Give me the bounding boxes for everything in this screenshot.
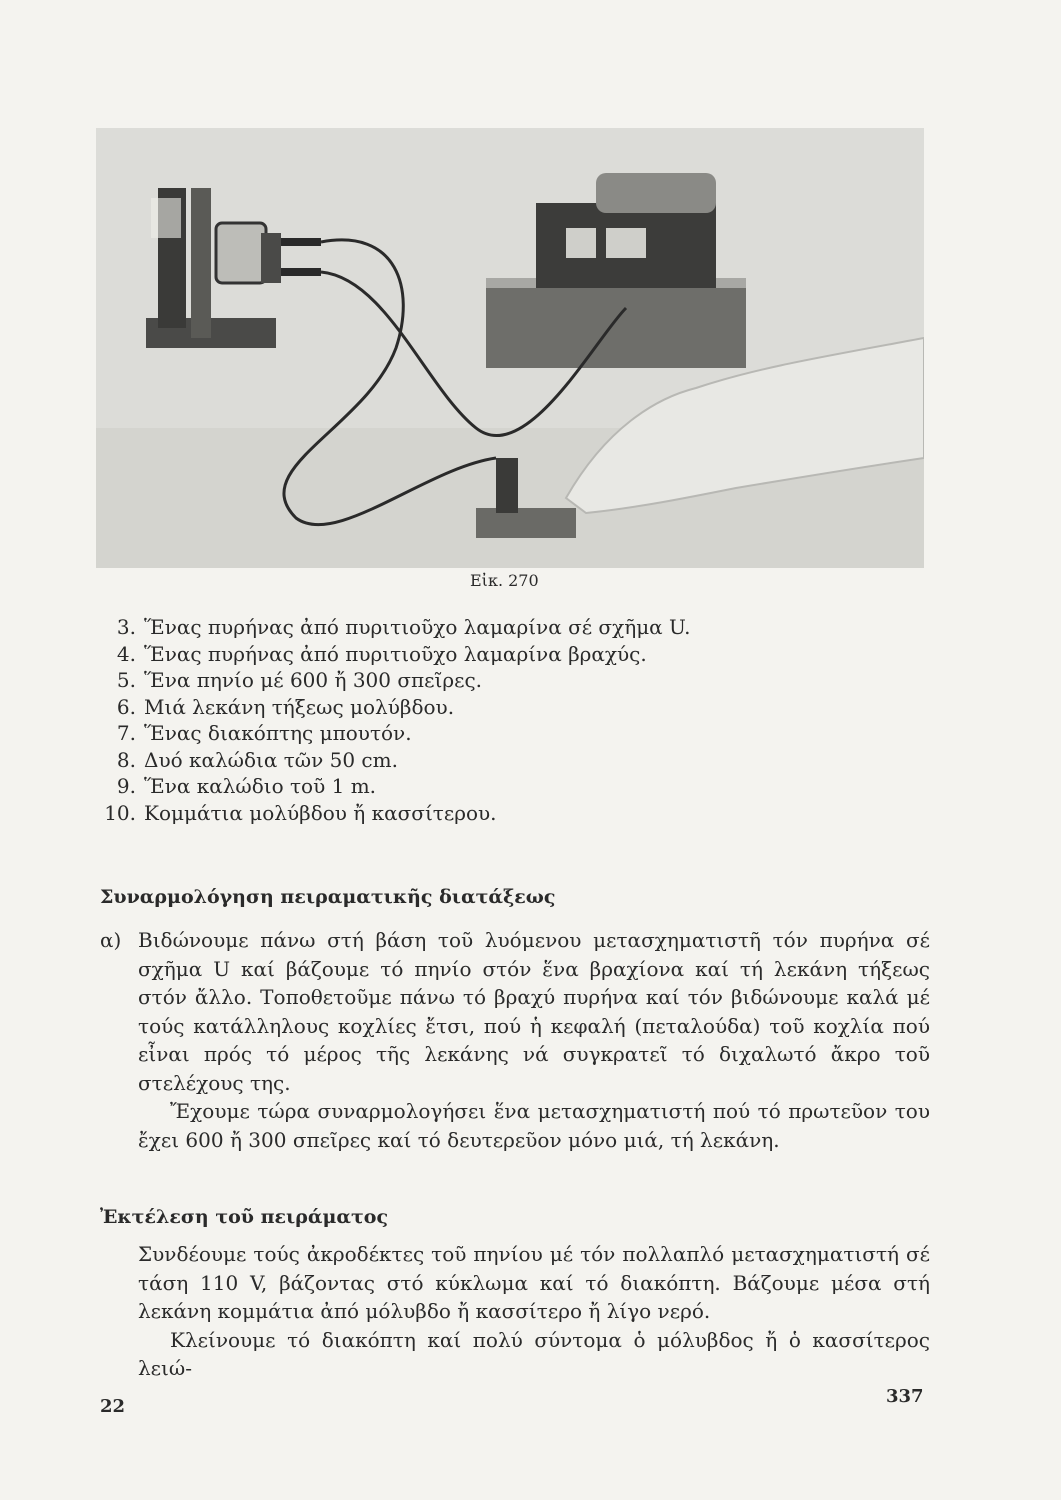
figure-caption: Εἰκ. 270 xyxy=(470,571,539,590)
list-item: 6. Μιά λεκάνη τήξεως μολύβδου. xyxy=(116,694,455,719)
assembly-text: Βιδώνουμε πάνω στή βάση τοῦ λυόμενου μετασχηματιστῆ τόν πυρήνα σέ σχῆμα U καί βάζουμε τό πηνίο στόν ἕνα βραχίονα καί τή λεκάνη τήξεως στόν ἄλλο. Τοποθετοῦμε πάνω τό βραχύ πυρήνα καί τόν βιδώνουμε καλά μέ τούς κατάλληλους κοχλίες ἔτσι, πού ἡ κεφαλή (πεταλούδα) τοῦ κοχλία πού εἶναι πρός τό μέρος τῆς λεκάνης νά συγκρατεῖ τό διχαλωτό ἄκρο τοῦ στελέχους της. xyxy=(138,928,930,1095)
execution-text-2: Κλείνουμε τό διακόπτη καί πολύ σύντομα ὁ μόλυβδος ἤ ὁ κασσίτερος λειώ- xyxy=(138,1327,930,1380)
list-item: 3. Ἕνας πυρήνας ἀπό πυριτιοῦχο λαμαρίνα σέ σχῆμα U. xyxy=(116,615,691,639)
list-item: 9. Ἕνα καλώδιο τοῦ 1 m. xyxy=(116,774,377,798)
assembly-paragraph xyxy=(100,926,930,1154)
execution-text: Συνδέουμε τούς ἀκροδέκτες τοῦ πηνίου μέ τόν πολλαπλό μετασχηματιστή σέ τάση 110 V, βάζοντας στό κύκλωμα καί τό διακόπτη. Βάζουμε μέσα στή λεκάνη κομμάτια ἀπό μόλυβδο ἤ κασσίτερο ἤ λίγο νερό. xyxy=(138,1242,930,1323)
paragraph-marker: α) xyxy=(100,928,122,952)
transformer-apparatus-illustration xyxy=(96,128,924,568)
list-item: 5. Ἕνα πηνίο μέ 600 ἤ 300 σπεῖρες. xyxy=(116,668,483,692)
list-item: 8. Δυό καλώδια τῶν 50 cm. xyxy=(116,747,398,772)
execution-paragraph xyxy=(100,1240,930,1383)
execution-heading: Ἐκτέλεση τοῦ πειράματος xyxy=(100,1206,389,1228)
assembly-heading: Συναρμολόγηση πειραματικῆς διατάξεως xyxy=(100,886,556,908)
assembly-text-2: Ἔχουμε τώρα συναρμολογήσει ἕνα μετασχηματιστή πού τό πρωτεῦον του ἔχει 600 ἤ 300 σπεῖρες καί τό δευτερεῦον μόνο μιά, τή λεκάνη. xyxy=(138,1099,930,1152)
list-item: 10. Κομμάτια μολύβδου ἤ κασσίτερου. xyxy=(104,800,497,825)
list-item: 4. Ἕνας πυρήνας ἀπό πυριτιοῦχο λαμαρίνα βραχύς. xyxy=(116,641,647,666)
figure-photo xyxy=(96,128,924,568)
page-number-right: 337 xyxy=(886,1386,924,1407)
page-number-left: 22 xyxy=(100,1396,126,1417)
equipment-list xyxy=(100,614,690,826)
list-item: 7. Ἕνας διακόπτης μπουτόν. xyxy=(116,721,412,745)
